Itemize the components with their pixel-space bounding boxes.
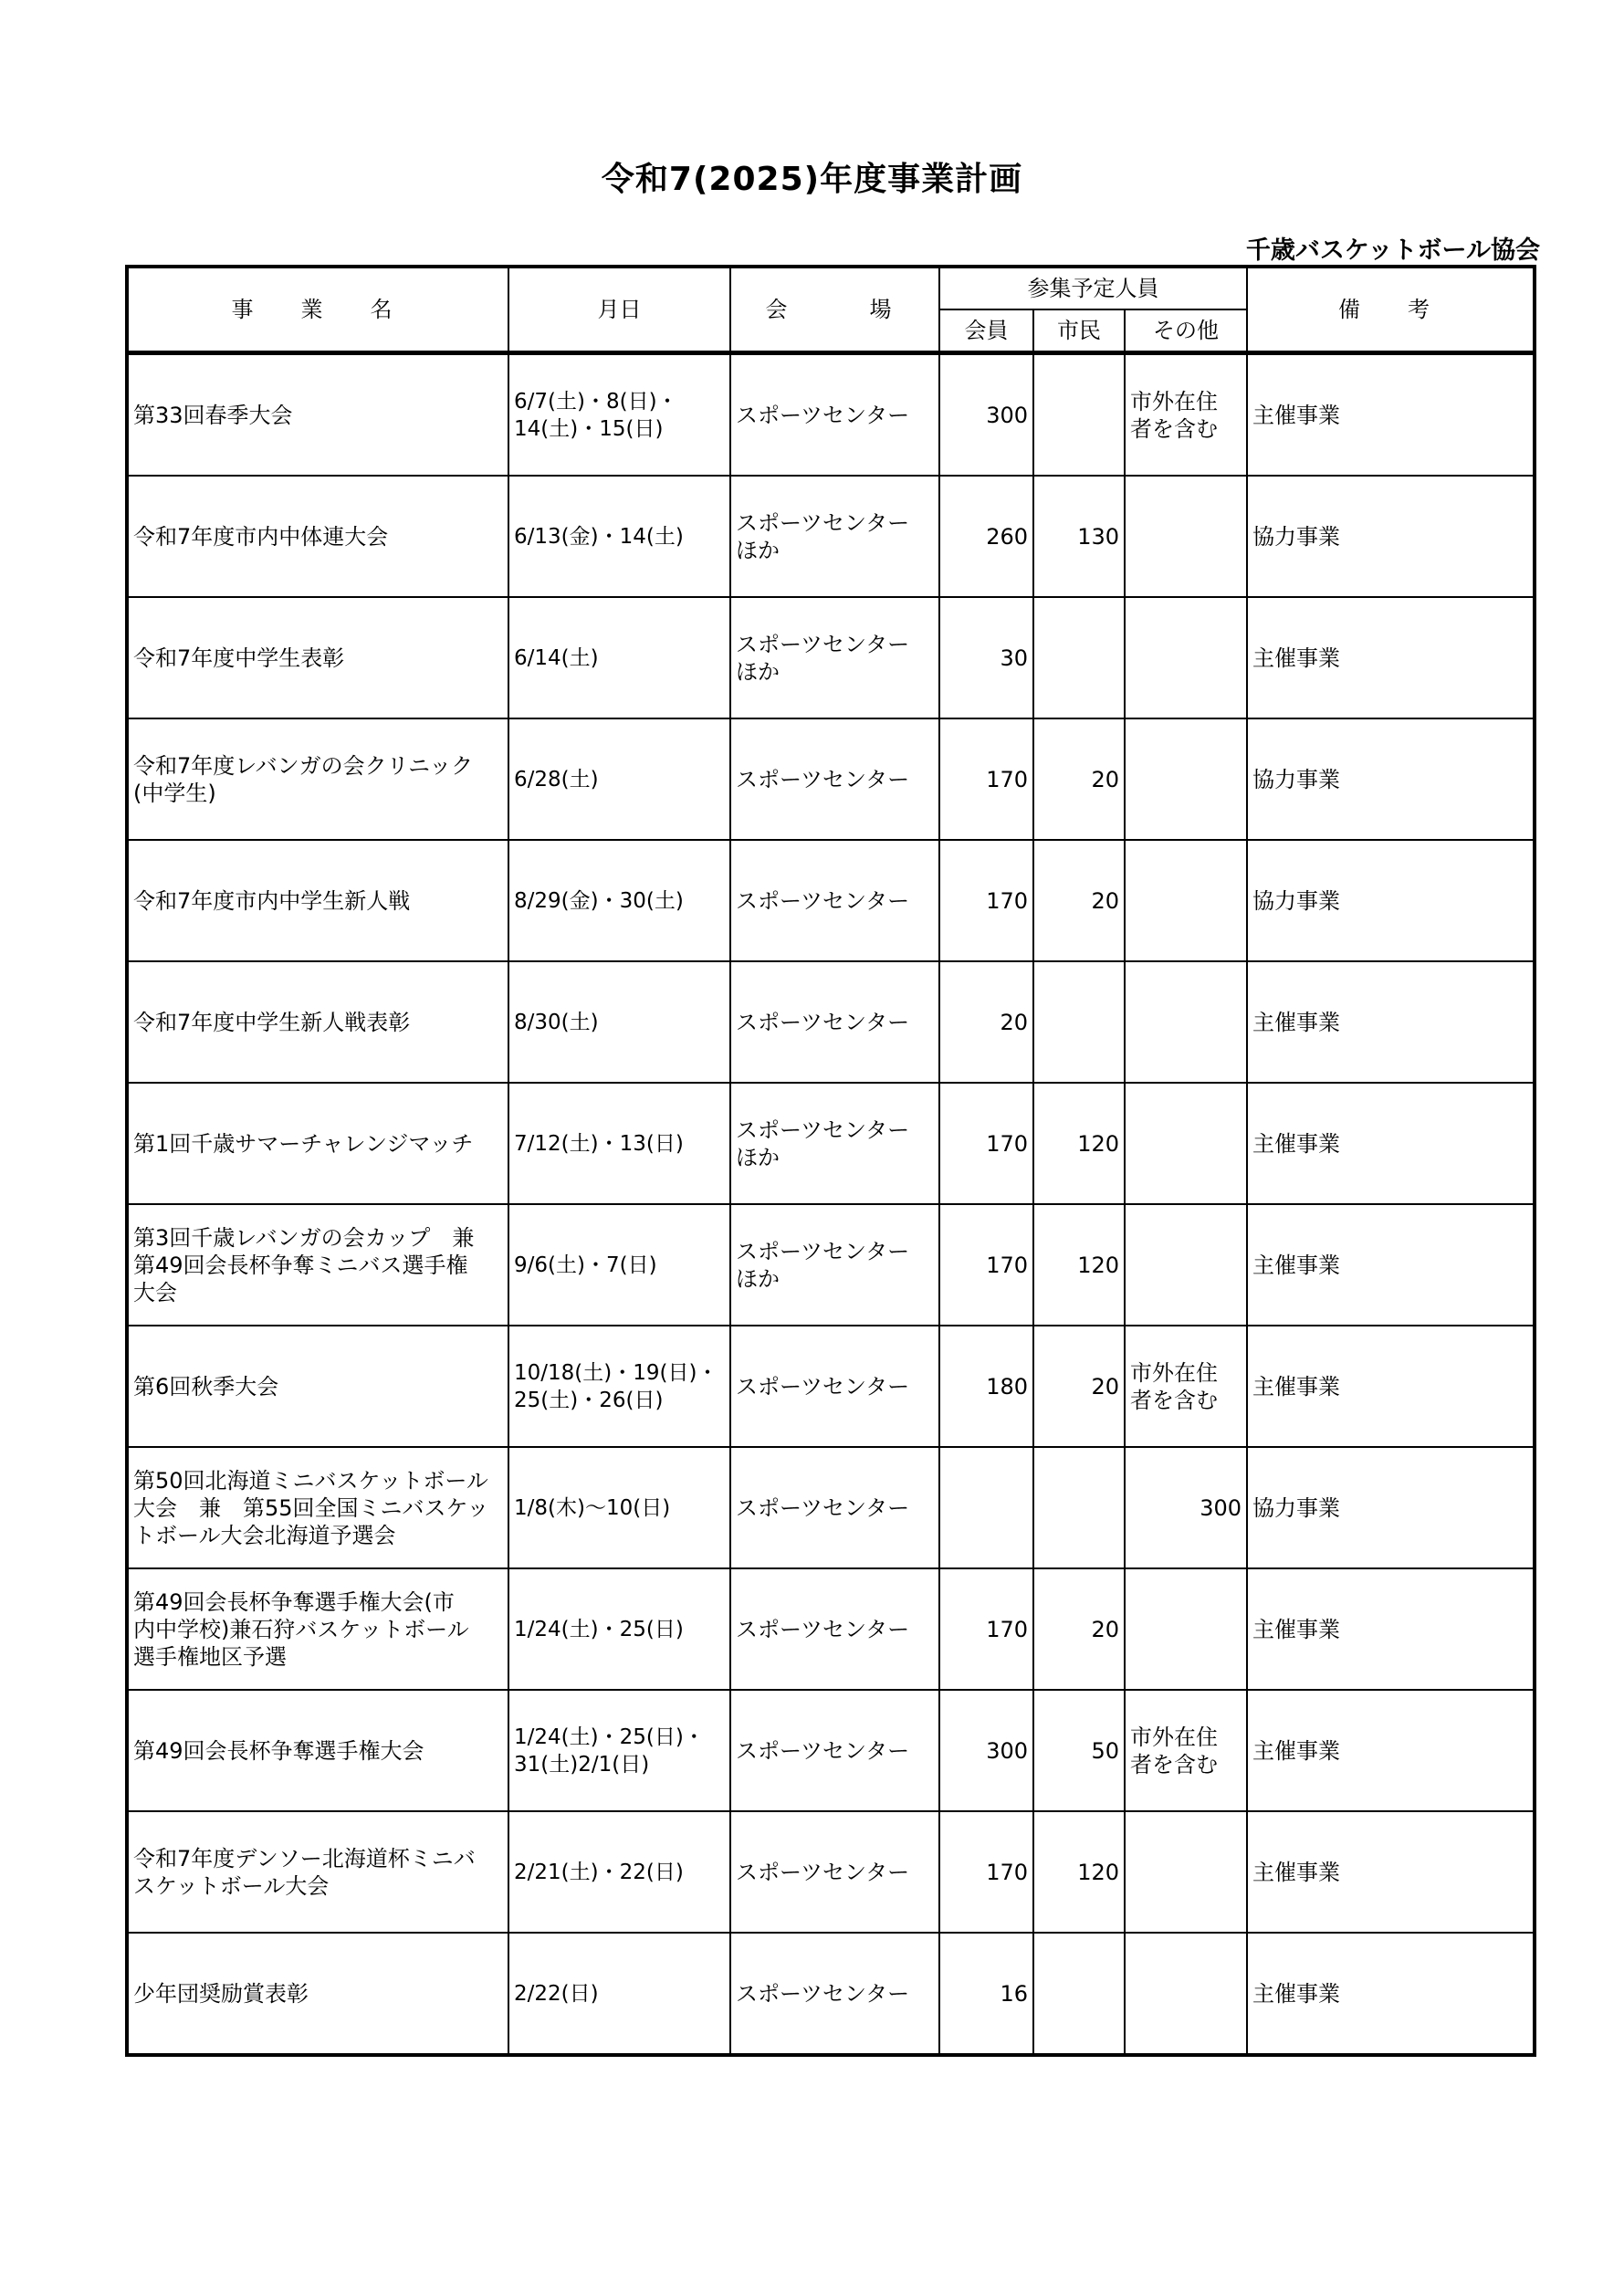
event-name-cell: 令和7年度中学生表彰 xyxy=(127,597,508,718)
venue-cell: スポーツセンター xyxy=(730,1568,939,1690)
remarks-cell: 協力事業 xyxy=(1247,840,1535,961)
header-venue: 会 場 xyxy=(730,267,939,353)
citizens-count-cell: 20 xyxy=(1033,840,1125,961)
table-row xyxy=(127,1326,1535,1447)
table-row xyxy=(127,1811,1535,1933)
others-cell xyxy=(1125,840,1247,961)
remarks-cell: 主催事業 xyxy=(1247,1204,1535,1326)
remarks-cell: 主催事業 xyxy=(1247,1326,1535,1447)
members-count-cell: 20 xyxy=(939,961,1033,1083)
remarks-cell: 主催事業 xyxy=(1247,1811,1535,1933)
table-row xyxy=(127,1204,1535,1326)
others-cell xyxy=(1125,1083,1247,1204)
remarks-cell: 主催事業 xyxy=(1247,597,1535,718)
others-cell xyxy=(1125,1568,1247,1690)
others-cell: 市外在住 者を含む xyxy=(1125,353,1247,477)
date-cell: 6/7(土)・8(日)・ 14(土)・15(日) xyxy=(508,353,730,477)
members-count-cell xyxy=(939,1447,1033,1568)
event-name-cell: 令和7年度デンソー北海道杯ミニバ スケットボール大会 xyxy=(127,1811,508,1933)
event-name-cell: 第50回北海道ミニバスケットボール 大会 兼 第55回全国ミニバスケッ トボール大会北海道予選会 xyxy=(127,1447,508,1568)
citizens-count-cell xyxy=(1033,353,1125,477)
event-name-cell: 令和7年度市内中学生新人戦 xyxy=(127,840,508,961)
remarks-cell: 協力事業 xyxy=(1247,1447,1535,1568)
event-name-cell: 第3回千歳レバンガの会カップ 兼 第49回会長杯争奪ミニバス選手権 大会 xyxy=(127,1204,508,1326)
header-others: その他 xyxy=(1125,309,1247,353)
header-date: 月日 xyxy=(508,267,730,353)
date-cell: 7/12(土)・13(日) xyxy=(508,1083,730,1204)
table-row xyxy=(127,961,1535,1083)
others-cell xyxy=(1125,476,1247,597)
event-name-cell: 第33回春季大会 xyxy=(127,353,508,477)
header-event: 事 業 名 xyxy=(127,267,508,353)
event-name-cell: 少年団奨励賞表彰 xyxy=(127,1933,508,2055)
members-count-cell: 170 xyxy=(939,1083,1033,1204)
members-count-cell: 170 xyxy=(939,1204,1033,1326)
event-name-cell: 令和7年度中学生新人戦表彰 xyxy=(127,961,508,1083)
others-cell: 300 xyxy=(1125,1447,1247,1568)
venue-cell: スポーツセンター xyxy=(730,1326,939,1447)
table-row xyxy=(127,1083,1535,1204)
venue-cell: スポーツセンター xyxy=(730,718,939,840)
date-cell: 6/13(金)・14(土) xyxy=(508,476,730,597)
citizens-count-cell: 130 xyxy=(1033,476,1125,597)
event-name-cell: 第1回千歳サマーチャレンジマッチ xyxy=(127,1083,508,1204)
table-header xyxy=(127,267,1535,353)
members-count-cell: 170 xyxy=(939,718,1033,840)
members-count-cell: 16 xyxy=(939,1933,1033,2055)
citizens-count-cell: 120 xyxy=(1033,1811,1125,1933)
header-citizens: 市民 xyxy=(1033,309,1125,353)
remarks-cell: 主催事業 xyxy=(1247,1568,1535,1690)
others-cell xyxy=(1125,961,1247,1083)
event-plan-table xyxy=(125,265,1536,2057)
table-row xyxy=(127,1568,1535,1690)
members-count-cell: 260 xyxy=(939,476,1033,597)
venue-cell: スポーツセンター xyxy=(730,1811,939,1933)
citizens-count-cell xyxy=(1033,961,1125,1083)
event-name-cell: 第49回会長杯争奪選手権大会(市 内中学校)兼石狩バスケットボール 選手権地区予選 xyxy=(127,1568,508,1690)
citizens-count-cell xyxy=(1033,1933,1125,2055)
citizens-count-cell: 20 xyxy=(1033,718,1125,840)
members-count-cell: 300 xyxy=(939,353,1033,477)
members-count-cell: 180 xyxy=(939,1326,1033,1447)
page-title: 令和7(2025)年度事業計画 xyxy=(601,161,1023,198)
citizens-count-cell: 120 xyxy=(1033,1083,1125,1204)
others-cell xyxy=(1125,1204,1247,1326)
date-cell: 2/22(日) xyxy=(508,1933,730,2055)
header-remarks: 備 考 xyxy=(1247,267,1535,353)
remarks-cell: 主催事業 xyxy=(1247,1083,1535,1204)
members-count-cell: 170 xyxy=(939,1811,1033,1933)
citizens-count-cell: 20 xyxy=(1033,1326,1125,1447)
table-row xyxy=(127,1690,1535,1811)
venue-cell: スポーツセンター xyxy=(730,840,939,961)
date-cell: 6/28(土) xyxy=(508,718,730,840)
others-cell xyxy=(1125,1933,1247,2055)
venue-cell: スポーツセンター xyxy=(730,1447,939,1568)
date-cell: 1/24(土)・25(日) xyxy=(508,1568,730,1690)
event-name-cell: 第49回会長杯争奪選手権大会 xyxy=(127,1690,508,1811)
date-cell: 10/18(土)・19(日)・ 25(土)・26(日) xyxy=(508,1326,730,1447)
date-cell: 8/30(土) xyxy=(508,961,730,1083)
table-row xyxy=(127,1933,1535,2055)
venue-cell: スポーツセンター xyxy=(730,353,939,477)
citizens-count-cell: 120 xyxy=(1033,1204,1125,1326)
event-name-cell: 令和7年度レバンガの会クリニック (中学生) xyxy=(127,718,508,840)
citizens-count-cell: 20 xyxy=(1033,1568,1125,1690)
header-members: 会員 xyxy=(939,309,1033,353)
members-count-cell: 300 xyxy=(939,1690,1033,1811)
table-row xyxy=(127,597,1535,718)
members-count-cell: 30 xyxy=(939,597,1033,718)
date-cell: 1/8(木)～10(日) xyxy=(508,1447,730,1568)
members-count-cell: 170 xyxy=(939,1568,1033,1690)
table-row xyxy=(127,476,1535,597)
table-body xyxy=(127,353,1535,2056)
venue-cell: スポーツセンター xyxy=(730,1690,939,1811)
organization-name: 千歳バスケットボール協会 xyxy=(1245,236,1540,265)
header-participants: 参集予定人員 xyxy=(939,267,1247,309)
event-name-cell: 第6回秋季大会 xyxy=(127,1326,508,1447)
members-count-cell: 170 xyxy=(939,840,1033,961)
event-name-cell: 令和7年度市内中体連大会 xyxy=(127,476,508,597)
citizens-count-cell xyxy=(1033,597,1125,718)
others-cell xyxy=(1125,1811,1247,1933)
date-cell: 1/24(土)・25(日)・ 31(土)2/1(日) xyxy=(508,1690,730,1811)
others-cell: 市外在住 者を含む xyxy=(1125,1326,1247,1447)
venue-cell: スポーツセンター xyxy=(730,1933,939,2055)
citizens-count-cell xyxy=(1033,1447,1125,1568)
citizens-count-cell: 50 xyxy=(1033,1690,1125,1811)
date-cell: 8/29(金)・30(土) xyxy=(508,840,730,961)
others-cell: 市外在住 者を含む xyxy=(1125,1690,1247,1811)
date-cell: 6/14(土) xyxy=(508,597,730,718)
others-cell xyxy=(1125,718,1247,840)
date-cell: 2/21(土)・22(日) xyxy=(508,1811,730,1933)
remarks-cell: 協力事業 xyxy=(1247,718,1535,840)
venue-cell: スポーツセンター xyxy=(730,961,939,1083)
others-cell xyxy=(1125,597,1247,718)
remarks-cell: 主催事業 xyxy=(1247,1690,1535,1811)
remarks-cell: 主催事業 xyxy=(1247,353,1535,477)
remarks-cell: 協力事業 xyxy=(1247,476,1535,597)
venue-cell: スポーツセンター ほか xyxy=(730,1204,939,1326)
table-row xyxy=(127,1447,1535,1568)
table-row xyxy=(127,840,1535,961)
venue-cell: スポーツセンター ほか xyxy=(730,1083,939,1204)
table-row xyxy=(127,353,1535,477)
remarks-cell: 主催事業 xyxy=(1247,1933,1535,2055)
date-cell: 9/6(土)・7(日) xyxy=(508,1204,730,1326)
venue-cell: スポーツセンター ほか xyxy=(730,597,939,718)
remarks-cell: 主催事業 xyxy=(1247,961,1535,1083)
venue-cell: スポーツセンター ほか xyxy=(730,476,939,597)
table-row xyxy=(127,718,1535,840)
